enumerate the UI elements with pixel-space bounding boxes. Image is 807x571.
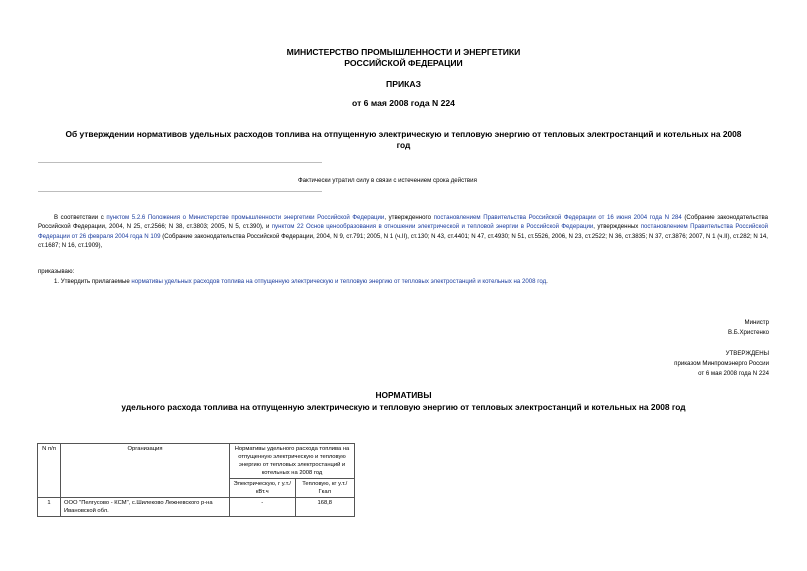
norms-heading: НОРМАТИВЫ (375, 390, 432, 400)
document-title (0, 129, 807, 151)
link-government-decree-284[interactable]: постановлением Правительства Российской Федерации от 16 июня 2004 года N 284 (433, 214, 682, 221)
approval-line-3: от 6 мая 2008 года N 224 (698, 370, 769, 377)
status-note: Фактически утратил силу в связи с истечением срока действия (298, 177, 477, 184)
norms-table (37, 443, 355, 517)
header-organization: Организация (61, 444, 230, 498)
order-word: приказываю: (38, 268, 75, 275)
link-pricing-basics[interactable]: пунктом 22 Основ ценообразования в отношении электрической и тепловой энергии в Российской Федерации (271, 223, 594, 231)
title-line-2: год (396, 140, 411, 150)
order-item-1-text: 1. Утвердить прилагаемые (54, 278, 132, 285)
row-electric: - (230, 498, 296, 517)
link-regulation-ministry[interactable]: пунктом 5.2.6 Положения о Министерстве промышленности энергетики Российской Федерации (106, 214, 385, 221)
table-row (38, 498, 355, 517)
approval-line-2: приказом Минпромэнерго России (674, 360, 769, 367)
norms-subheading: удельного расхода топлива на отпущенную электрическую и тепловую энергию от тепловых электростанций и котельных на 2008 год (121, 402, 686, 412)
header-electric: Электрическую, г у.т./кВт.ч (230, 479, 296, 498)
divider-bottom (38, 191, 322, 192)
ministry-line-2: РОССИЙСКОЙ ФЕДЕРАЦИИ (344, 58, 463, 68)
preamble-text-1: В соответствии с (54, 214, 107, 221)
approval-line-1: УТВЕРЖДЕНЫ (725, 350, 769, 357)
header-heat: Тепловую, кг у.т./Гкал (295, 479, 354, 498)
signature-name: В.Б.Христенко (728, 329, 769, 336)
preamble-text-4: , утвержденных (593, 223, 641, 231)
header-num: N п/п (38, 444, 61, 498)
link-government-decree-109[interactable]: постановлением Правительства Российской Федерации от 26 февраля 2004 года N 109 (38, 223, 768, 240)
preamble-text-5: (Собрание законодательства Российской Федерации, 2004, N 9, ст.791; 2005, N 1 (ч.II), ст.130; N 43, ст.4401; N 47, ст.4930; N 51, ст.5526, 2006, N 23, ст.2522; N 36, ст.3835; N 37, ст.3876; 2007, N 1 (ч.II), ст.282; N 14, ст.1687; N 16, ст.1909), (38, 232, 768, 250)
table-header-row (38, 444, 355, 479)
title-line-1: Об утверждении нормативов удельных расходов топлива на отпущенную электрическую и тепловую энергию от тепловых электростанций и котельных на 2008 (65, 129, 742, 139)
preamble-paragraph (38, 213, 768, 251)
order-date: от 6 мая 2008 года N 224 (352, 98, 455, 108)
order-label: ПРИКАЗ (386, 79, 421, 89)
signature-position: Министр (744, 319, 769, 326)
divider-top (38, 162, 322, 163)
row-num: 1 (38, 498, 61, 517)
preamble-text-2: , утвержденного (384, 214, 434, 221)
row-organization: ООО "Пелгусово - КСМ", с.Шилеково Лежневского р-на Ивановской обл. (61, 498, 230, 517)
header-norms: Нормативы удельного расхода топлива на отпущенную электрическую и тепловую энергию от тепловых электростанций и котельных на 2008 год (230, 444, 355, 479)
link-norms-appendix[interactable]: нормативы удельных расходов топлива на отпущенную электрическую и тепловую энергию от тепловых электростанций и котельных на 2008 год (131, 278, 547, 285)
preamble-text-3: (Собрание законодательства Российской Федерации, 2004, N 25, ст.2566; N 38, ст.3803; 2005, N 5, ст.390), и (38, 214, 769, 231)
row-heat: 168,8 (295, 498, 354, 517)
order-item-1-end: . (546, 278, 548, 285)
ministry-line-1: МИНИСТЕРСТВО ПРОМЫШЛЕННОСТИ И ЭНЕРГЕТИКИ (286, 47, 521, 57)
order-item-1 (54, 277, 768, 286)
